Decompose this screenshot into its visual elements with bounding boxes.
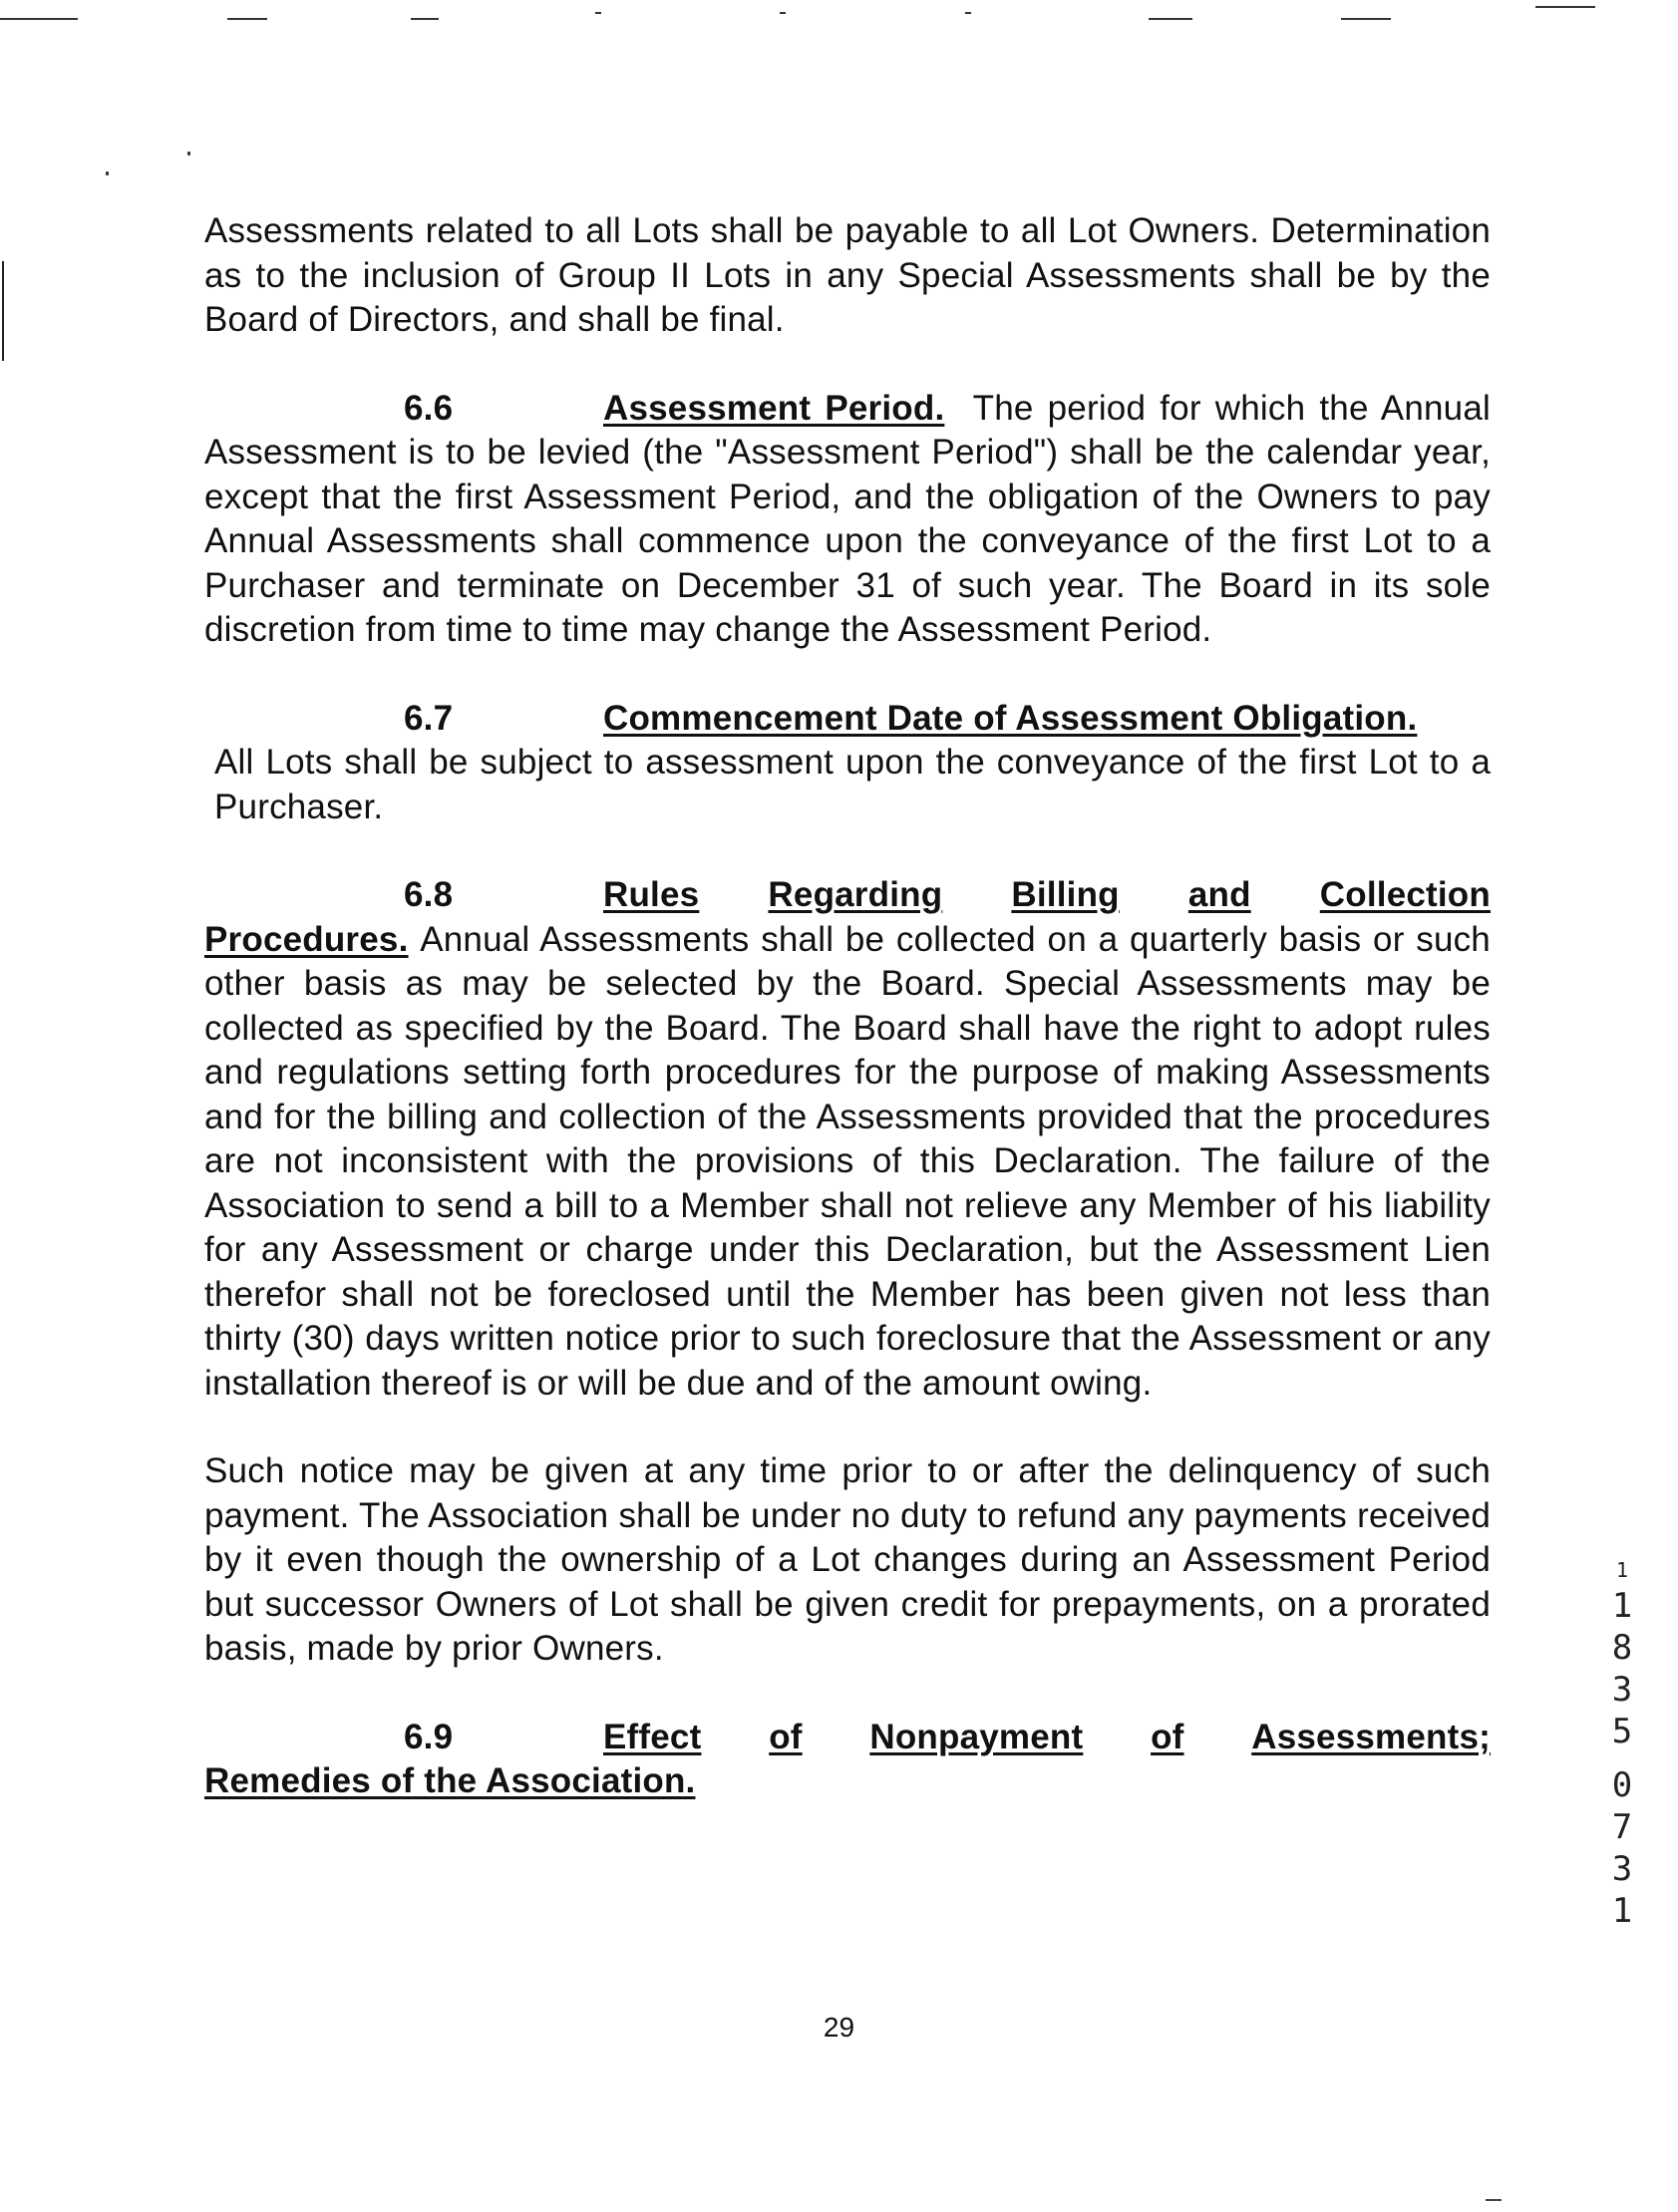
- scan-artifact-lines: [0, 0, 1678, 30]
- section-title: [603, 1716, 1491, 1760]
- section-title: [603, 873, 1491, 918]
- stamp-digit: 5: [1611, 1712, 1633, 1751]
- stamp-digit: 1: [1611, 1586, 1633, 1626]
- section-6-8-body-continued: Such notice may be given at any time prior to or after the delinquency of such payment. The Association shall be under no duty to refund any payments received by it even though the ownership of a Lot changes during an Assessment Period but successor Owners of Lot shall be given credit for prepayments, on a prorated basis, made by prior Owners.: [204, 1451, 1491, 1668]
- page-number: 29: [823, 2012, 855, 2043]
- title-word: Regarding: [768, 875, 943, 914]
- section-title: Assessment Period.: [603, 388, 945, 428]
- section-6-7-body: All Lots shall be subject to assessment upon the conveyance of the first Lot to a Purchaser.: [214, 743, 1491, 826]
- title-word: of: [769, 1717, 803, 1756]
- section-body: The period for which the Annual Assessment is to be levied (the "Assessment Period") shall be the calendar year, except that the first Assessment Period, and the obligation of the Owners to pay Annual Assessments shall commence upon the conveyance of the first Lot to a Purchaser and terminate on December 31 of such year. The Board in its sole discretion from time to time may change the Assessment Period.: [204, 388, 1491, 649]
- section-6-7-heading: [204, 697, 1491, 742]
- section-6-9-heading: [204, 1716, 1491, 1760]
- scan-edge-mark: [2, 261, 4, 361]
- title-word: and: [1187, 875, 1251, 914]
- section-title: Commencement Date of Assessment Obligation.: [603, 698, 1418, 738]
- section-number: 6.9: [404, 1717, 454, 1756]
- section-6-8-heading: [204, 873, 1491, 918]
- title-word: Collection: [1319, 875, 1491, 914]
- stamp-digit: 7: [1611, 1807, 1633, 1847]
- scan-artifact-dash: [1486, 2199, 1502, 2201]
- title-word: Billing: [1011, 875, 1120, 914]
- section-number: 6.8: [404, 875, 454, 914]
- scan-speck: [106, 171, 109, 175]
- section-6-8-body: [204, 918, 1491, 1407]
- stamp-digit: 3: [1611, 1670, 1633, 1710]
- section-6-9-title-continued: [204, 1759, 1491, 1804]
- title-word: Effect: [603, 1717, 702, 1756]
- section-body: Annual Assessments shall be collected on a quarterly basis or such other basis as may be selected by the Board. Special Assessments may be collected as specified by the Board. The Board shall have the right to adopt rules and regulations setting forth procedures for the purpose of making Assessments and for the billing and collection of the Assessments provided that the procedures are not inconsistent with the provisions of this Declaration. The failure of the Association to send a bill to a Member shall not relieve any Member of his liability for any Assessment or charge under this Declaration, but the Assessment Lien therefor shall not be foreclosed until the Member has been given not less than thirty (30) days written notice prior to such foreclosure that the Assessment or any installation thereof is or will be due and of the amount owing.: [204, 919, 1491, 1403]
- section-title-continued: Remedies of the Association.: [204, 1761, 696, 1800]
- stamp-mark: 1: [1615, 1558, 1629, 1582]
- stamp-digit: 8: [1611, 1628, 1633, 1668]
- scan-speck: [187, 152, 190, 156]
- section-number: 6.7: [404, 698, 454, 738]
- recording-stamp-number: [1607, 1555, 1637, 1932]
- stamp-digit: 1: [1611, 1891, 1633, 1931]
- section-6-6: [204, 387, 1491, 653]
- title-word: Assessments;: [1251, 1717, 1491, 1756]
- stamp-digit: 3: [1611, 1849, 1633, 1889]
- paragraph-6-5-tail: Assessments related to all Lots shall be payable to all Lot Owners. Determination as to the inclusion of Group II Lots in any Special Assessments shall be by the Board of Directors, and shall be final.: [204, 211, 1491, 339]
- section-number: 6.6: [404, 388, 454, 428]
- document-body: [204, 209, 1491, 1804]
- section-title-continued: Procedures.: [204, 919, 409, 959]
- title-word: of: [1151, 1717, 1184, 1756]
- title-word: Rules: [603, 875, 700, 914]
- title-word: Nonpayment: [869, 1717, 1084, 1756]
- stamp-digit: 0: [1611, 1765, 1633, 1805]
